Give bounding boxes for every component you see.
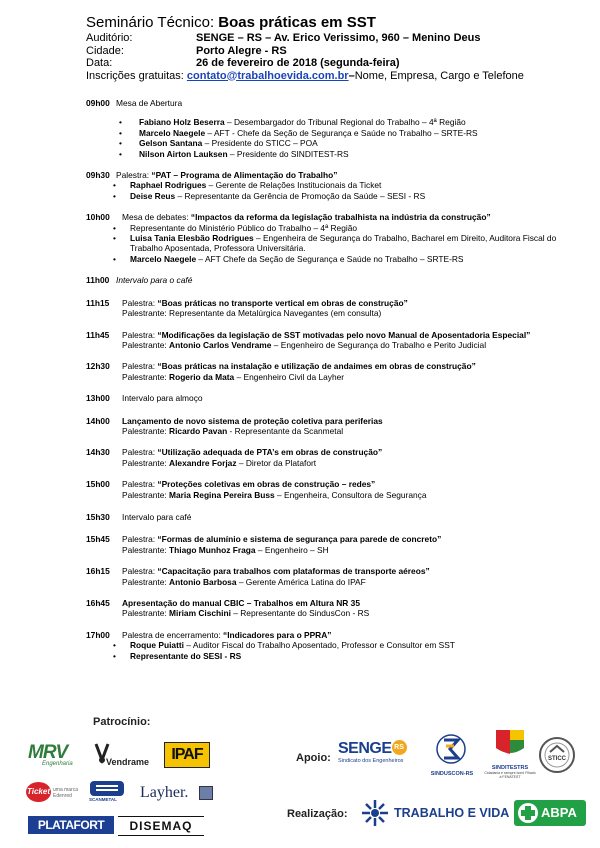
program — [86, 98, 586, 661]
debate-panel-list — [86, 223, 586, 265]
city-row: Cidade: Porto Alegre - RS — [86, 44, 287, 57]
date-row: Data: 26 de fevereiro de 2018 (segunda-feira) — [86, 57, 400, 69]
opening-panel-list — [86, 117, 586, 159]
list-item: • Representante do SESI - RS — [86, 651, 586, 661]
mrv-logo: MRV Engenharia — [28, 742, 73, 767]
list-item: • Marcelo Naegele – AFT Chefe da Seção de Segurança e Saúde no Trabalho – SRTE-RS — [86, 254, 586, 264]
program-item: 11h15 Palestra: “Boas práticas no transporte vertical em obras de construção” Palestrante: Representante da Metalúrgica Navegantes (em consulta) — [86, 297, 408, 319]
registration-email-link[interactable]: contato@trabalhoevida.com.br — [186, 69, 349, 82]
program-item: 11h45 Palestra: “Modificações da legislação de SST motivadas pelo novo Manual de Aposentadoria Especial” Palestrante: Antonio Carlos Vendrame – Engenheiro de Segurança do Trabalho e Perito Judicial — [86, 329, 531, 350]
program-item: 09h30 Palestra: “PAT – Programa de Alimentação do Trabalho” — [86, 170, 338, 181]
abpa-logo: ABPA — [514, 800, 586, 826]
footer-logos — [0, 712, 600, 848]
sinditestrs-mark-icon — [484, 726, 536, 760]
realization-label: Realização: — [287, 808, 348, 820]
trabalho-e-vida-logo: TRABALHO E VIDA — [360, 798, 510, 828]
disemaq-logo: DISEMAQ — [118, 816, 204, 836]
program-item: 09h00 Mesa de Abertura — [86, 98, 183, 108]
trabalho-e-vida-mark-icon — [360, 798, 390, 828]
program-item: 15h45 Palestra: “Formas de alumínio e sistema de segurança para parede de concreto” Palestrante: Thiago Munhoz Fraga – Engenheiro – SH — [86, 534, 442, 555]
sticc-logo: STICC — [538, 736, 576, 774]
list-item: • Deise Reus – Representante da Gerência de Promoção da Saúde – SESI - RS — [86, 191, 586, 201]
layher-mark-icon — [199, 786, 213, 800]
sinduscon-mark-icon — [424, 732, 480, 766]
venue-row: Auditório: SENGE – RS – Av. Erico Verissimo, 960 – Menino Deus — [86, 32, 481, 44]
program-item: 14h00 Lançamento de novo sistema de proteção coletiva para periferias Palestrante: Ricardo Pavan - Representante da Scanmetal — [86, 415, 383, 436]
program-item: 14h30 Palestra: “Utilização adequada de PTA’s em obras de construção” Palestrante: Alexandre Forjaz – Diretor da Platafort — [86, 447, 383, 468]
sinduscon-logo: SINDUSCON-RS — [424, 732, 480, 776]
scanmetal-logo: SCANMETAL — [88, 780, 128, 804]
program-item: 12h30 Palestra: “Boas práticas na instalação e utilização de andaimes em obras de construção” Palestrante: Rogerio da Mata – Engenheiro Civil da Layher — [86, 361, 476, 382]
list-item: • Raphael Rodrigues – Gerente de Relações Institucionais da Ticket — [86, 180, 586, 190]
list-item: • Roque Puiatti – Auditor Fiscal do Trabalho Aposentado, Professor e Consultor em SST — [86, 640, 586, 650]
closing-speakers-list — [86, 640, 586, 661]
program-item: 16h15 Palestra: “Capacitação para trabalhos com plataformas de transporte aéreos” Palestrante: Antonio Barbosa – Gerente América Latina do IPAF — [86, 566, 430, 587]
vendrame-logo: Vendrame — [92, 742, 154, 770]
pat-speakers-list — [86, 180, 586, 201]
ticket-logo: Ticket uma marca Edenred — [26, 782, 86, 806]
page-title: Seminário Técnico: Boas práticas em SST — [86, 14, 376, 31]
ipaf-logo: IPAF — [164, 742, 210, 768]
program-item: 10h00 Mesa de debates: “Impactos da reforma da legislação trabalhista na indústria da construção” — [86, 212, 491, 223]
scanmetal-mark-icon — [88, 780, 128, 798]
platafort-logo: PLATAFORT — [28, 816, 114, 834]
list-item: • Nilson Airton Lauksen – Presidente do SINDITEST-RS — [86, 149, 586, 159]
support-label: Apoio: — [296, 752, 331, 764]
header — [86, 14, 524, 82]
program-item: 15h00 Palestra: “Proteções coletivas em obras de construção – redes” Palestrante: Maria Regina Pereira Buss – Engenheira, Consultora de Segurança — [86, 479, 427, 500]
program-item: 16h45 Apresentação do manual CBIC – Trabalhos em Altura NR 35 Palestrante: Miriam Cischini – Representante do SindusCon - RS — [86, 598, 370, 619]
list-item: • Luisa Tania Elesbão Rodrigues – Engenheira de Segurança do Trabalho, Bacharel em Direito, Auditora Fiscal do Trabalho Aposentada, Professora Universitária. — [86, 233, 586, 254]
list-item: • Gelson Santana – Presidente do STICC – POA — [86, 138, 586, 148]
list-item: • Fabiano Holz Beserra – Desembargador do Tribunal Regional do Trabalho – 4ª Região — [86, 117, 586, 127]
program-item: 17h00 Palestra de encerramento: “Indicadores para o PPRA” — [86, 629, 332, 640]
sinditestrs-logo: SINDITESTRS Cidadania é sempre bom! Filiado à FENATEST — [484, 726, 536, 778]
list-item: • Marcelo Naegele – AFT - Chefe da Seção de Segurança e Saúde no Trabalho – SRTE-RS — [86, 128, 586, 138]
registration-row: Inscrições gratuitas: contato@trabalhoevida.com.br – Nome, Empresa, Cargo e Telefone — [86, 69, 524, 82]
layher-logo: Layher. — [140, 784, 220, 804]
sponsorship-label: Patrocínio: — [93, 716, 151, 728]
sticc-mark-icon — [538, 736, 576, 774]
program-item: 11h00 Intervalo para o café — [86, 275, 193, 286]
senge-logo: SENGE RS Sindicato dos Engenheiros — [338, 740, 420, 774]
list-item: • Representante do Ministério Público do Trabalho – 4ª Região — [86, 223, 586, 233]
program-item: 15h30 Intervalo para café — [86, 511, 192, 522]
program-item: 13h00 Intervalo para almoço — [86, 393, 203, 404]
